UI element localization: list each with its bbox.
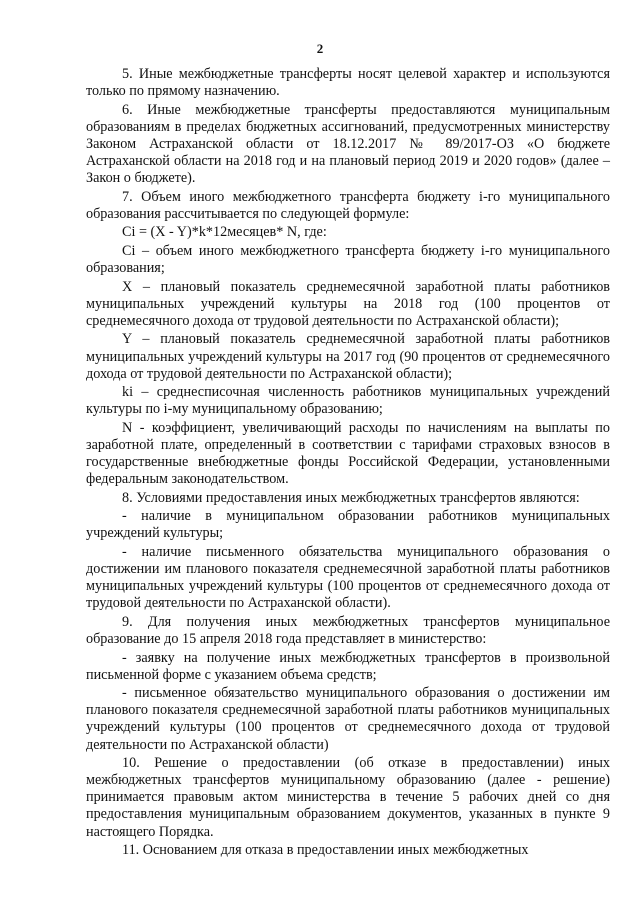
paragraph-9: 9. Для получения иных межбюджетных трансфертов муниципальное образование до 15 апреля 2018 года представляет в министерство: [86,613,610,647]
definition-ki: ki – среднесписочная численность работников муниципальных учреждений культуры по i-му муниципальному образованию; [86,384,610,418]
paragraph-6: 6. Иные межбюджетные трансферты предоставляются муниципальным образованиям в пределах бюджетных ассигнований, предусмотренных министерству Законом Астраханской области от 18.12.2017 № 89/2017-ОЗ «О бюджете Астраханской области на 2018 год и на плановый период 2019 и 2020 годов» (далее – Закон о бюджете). [86,101,610,187]
definition-y: Y – плановый показатель среднемесячной заработной платы работников муниципальных учреждений культуры на 2017 год (90 процентов от среднемесячного дохода от трудовой деятельности по Астраханской области); [86,331,610,382]
paragraph-8: 8. Условиями предоставления иных межбюджетных трансфертов являются: [122,489,580,506]
condition-1: - наличие в муниципальном образовании работников муниципальных учреждений культуры; [86,508,610,542]
formula-line: Ci = (X - Y)*k*12месяцев* N, где: [122,224,327,241]
document-item-2: - письменное обязательство муниципального образования о достижении им планового показателя среднемесячной заработной платы работников муниципальных учреждений культуры (100 процентов от среднемесячного дохода от трудовой деятельности по Астраханской области) [86,685,610,753]
definition-x: X – плановый показатель среднемесячной заработной платы работников муниципальных учреждений культуры на 2018 год (100 процентов от среднемесячного дохода от трудовой деятельности по Астраханской области); [86,278,610,329]
document-item-1: - заявку на получение иных межбюджетных трансфертов в произвольной письменной форме с указанием объема средств; [86,649,610,683]
paragraph-11: 11. Основанием для отказа в предоставлении иных межбюджетных [122,842,529,859]
definition-n: N - коэффициент, увеличивающий расходы по начислениям на выплаты по заработной плате, определенный в соответствии с тарифами страховых взносов в государственные внебюджетные фонды Российской Федерации, установленными федеральным законодательством. [86,419,610,488]
page-number: 2 [316,41,324,56]
paragraph-5: 5. Иные межбюджетные трансферты носят целевой характер и используются только по прямому назначению. [86,66,610,100]
condition-2: - наличие письменного обязательства муниципального образования о достижении им планового показателя среднемесячной заработной платы работников муниципальных учреждений культуры (100 процентов от среднемесячного дохода от трудовой деятельности по Астраханской области). [86,544,610,612]
document-body [86,66,610,859]
paragraph-7: 7. Объем иного межбюджетного трансферта бюджету i-го муниципального образования рассчитывается по следующей формуле: [86,188,610,222]
paragraph-10: 10. Решение о предоставлении (об отказе в предоставлении) иных межбюджетных трансфертов муниципальному образованию (далее - решение) принимается правовым актом министерства в течение 5 рабочих дней со дня предоставления муниципальным образованием документов, указанных в пункте 9 настоящего Порядка. [86,755,610,840]
definition-ci: Ci – объем иного межбюджетного трансферта бюджету i-го муниципального образования; [86,242,610,277]
